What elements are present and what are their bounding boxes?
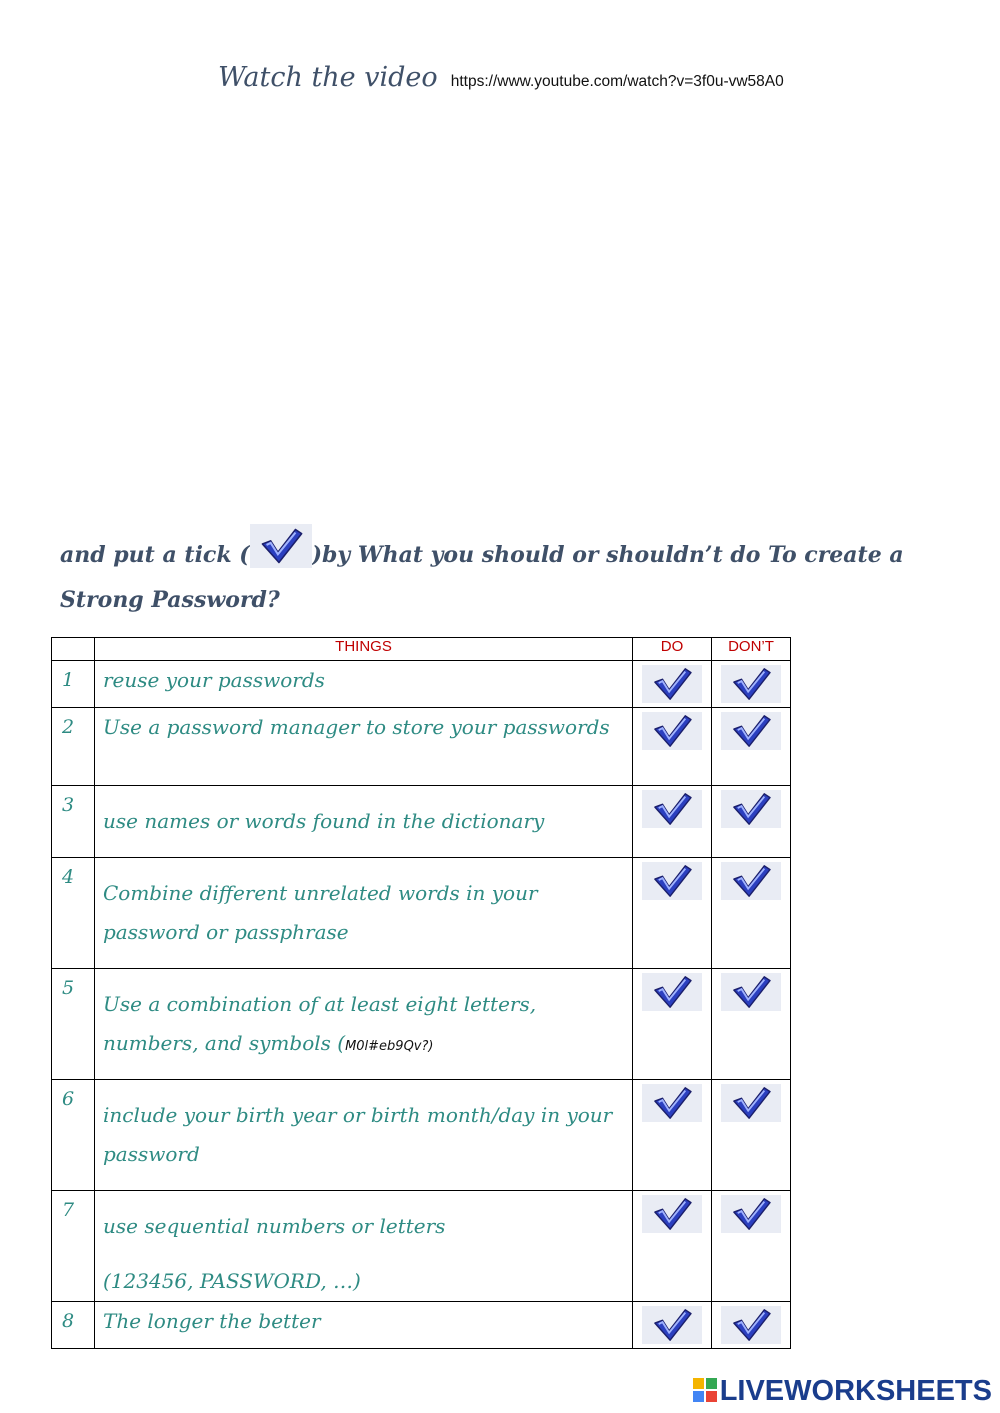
dont-cell[interactable] bbox=[712, 858, 791, 969]
do-cell[interactable] bbox=[633, 858, 712, 969]
do-cell[interactable] bbox=[633, 1191, 712, 1302]
row-text: Use a password manager to store your passwords bbox=[95, 708, 633, 786]
row-number: 2 bbox=[52, 708, 95, 786]
header-things: THINGS bbox=[95, 638, 633, 661]
row-number: 1 bbox=[52, 661, 95, 708]
checkmark-icon[interactable] bbox=[642, 1084, 702, 1122]
do-cell[interactable] bbox=[633, 1302, 712, 1349]
checkmark-icon[interactable] bbox=[721, 665, 781, 703]
row-number: 6 bbox=[52, 1080, 95, 1191]
checkmark-icon[interactable] bbox=[642, 712, 702, 750]
row-text: Use a combination of at least eight letters, numbers, and symbols (M0l#eb9Qv?) bbox=[95, 969, 633, 1080]
table-row bbox=[52, 969, 791, 1080]
logo-mark-icon bbox=[692, 1377, 718, 1403]
logo-text: LIVEWORKSHEETS bbox=[719, 1375, 992, 1407]
dont-cell[interactable] bbox=[712, 661, 791, 708]
watch-video-label: Watch the video bbox=[218, 62, 438, 93]
header-dont: DON’T bbox=[712, 638, 791, 661]
row-number: 8 bbox=[52, 1302, 95, 1349]
row-text: Combine different unrelated words in your password or passphrase bbox=[95, 858, 633, 969]
table-row bbox=[52, 1191, 791, 1302]
checkmark-icon bbox=[250, 524, 312, 568]
instruction-part-1: and put a tick ( bbox=[60, 542, 250, 568]
row-number: 5 bbox=[52, 969, 95, 1080]
table-header-row bbox=[52, 638, 791, 661]
dont-cell[interactable] bbox=[712, 708, 791, 786]
video-instruction bbox=[218, 62, 784, 93]
checkmark-icon[interactable] bbox=[642, 665, 702, 703]
dont-cell[interactable] bbox=[712, 1080, 791, 1191]
checkmark-icon[interactable] bbox=[721, 1195, 781, 1233]
table-row bbox=[52, 858, 791, 969]
instruction-text bbox=[60, 524, 940, 623]
table-row bbox=[52, 661, 791, 708]
liveworksheets-logo bbox=[692, 1375, 992, 1408]
dont-cell[interactable] bbox=[712, 786, 791, 858]
row-text: include your birth year or birth month/day in your password bbox=[95, 1080, 633, 1191]
checkmark-icon[interactable] bbox=[721, 973, 781, 1011]
dont-cell[interactable] bbox=[712, 1191, 791, 1302]
checkmark-icon[interactable] bbox=[642, 862, 702, 900]
row-number: 3 bbox=[52, 786, 95, 858]
row-number: 7 bbox=[52, 1191, 95, 1302]
dont-cell[interactable] bbox=[712, 969, 791, 1080]
dont-cell[interactable] bbox=[712, 1302, 791, 1349]
example-password: M0l#eb9Qv?) bbox=[345, 1039, 434, 1054]
do-cell[interactable] bbox=[633, 1080, 712, 1191]
instruction-part-2: )by What you should or shouldn’t do To create a Strong Password? bbox=[60, 542, 904, 613]
row-text-example: (123456, PASSWORD, …) bbox=[103, 1269, 361, 1293]
row-number: 4 bbox=[52, 858, 95, 969]
header-do: DO bbox=[633, 638, 712, 661]
do-cell[interactable] bbox=[633, 786, 712, 858]
checkmark-icon[interactable] bbox=[721, 1306, 781, 1344]
password-worksheet-table bbox=[51, 637, 791, 1349]
checkmark-icon[interactable] bbox=[721, 790, 781, 828]
checkmark-icon[interactable] bbox=[721, 1084, 781, 1122]
row-text: The longer the better bbox=[95, 1302, 633, 1349]
do-cell[interactable] bbox=[633, 661, 712, 708]
table-row bbox=[52, 708, 791, 786]
row-text: use sequential numbers or letters (123456, PASSWORD, …) bbox=[95, 1191, 633, 1302]
table-row bbox=[52, 1302, 791, 1349]
table-row bbox=[52, 786, 791, 858]
video-url-link[interactable]: https://www.youtube.com/watch?v=3f0u-vw58A0 bbox=[450, 73, 784, 90]
header-num bbox=[52, 638, 95, 661]
do-cell[interactable] bbox=[633, 708, 712, 786]
do-cell[interactable] bbox=[633, 969, 712, 1080]
checkmark-icon[interactable] bbox=[642, 1195, 702, 1233]
row-text: use names or words found in the dictionary bbox=[95, 786, 633, 858]
checkmark-icon[interactable] bbox=[721, 862, 781, 900]
table-row bbox=[52, 1080, 791, 1191]
checkmark-icon[interactable] bbox=[721, 712, 781, 750]
checkmark-icon[interactable] bbox=[642, 973, 702, 1011]
checkmark-icon[interactable] bbox=[642, 1306, 702, 1344]
row-text: reuse your passwords bbox=[95, 661, 633, 708]
checkmark-icon[interactable] bbox=[642, 790, 702, 828]
